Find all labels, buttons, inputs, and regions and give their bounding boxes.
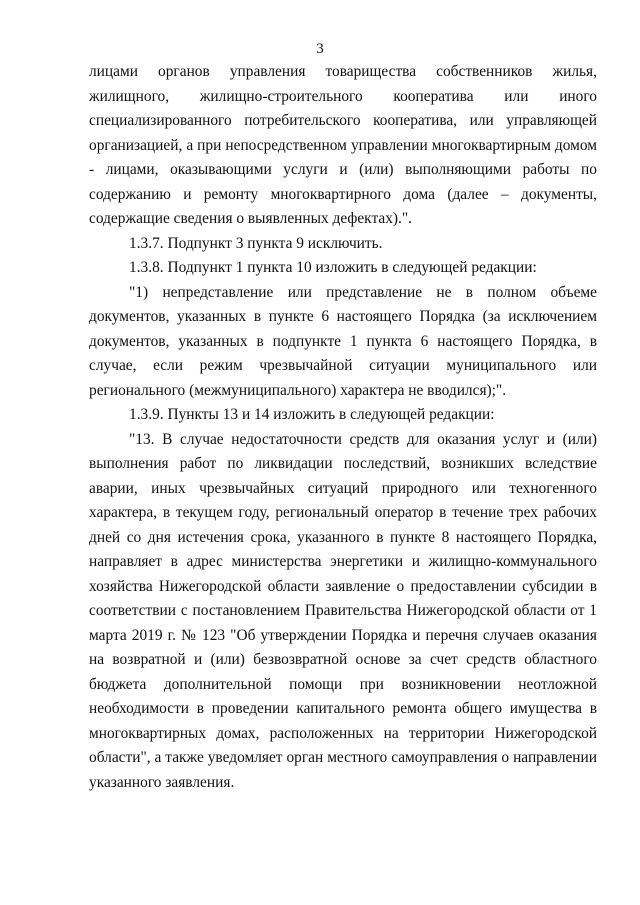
paragraph-continuation: лицами органов управления товарищества собственников жилья, жилищного, жилищно-строительного кооператива или иного специализированного потребительского кооператива, или управляющей организацией, а при непосредственном управлении многоквартирным домом - лицами, оказывающими услуги и (или) выполняющими работы по содержанию и ремонту многоквартирного дома (далее – документы, содержащие сведения о выявленных дефектах).". <box>89 63 597 227</box>
paragraph-quote-subpoint-1: "1) непредставление или представление не в полном объеме документов, указанных в пункте 6 настоящего Порядка (за исключением документов, указанных в подпункте 1 пункта 6 настоящего Порядка, в случае, если режим чрезвычайной ситуации муниципального или регионального (межмуниципального) характера не вводился);". <box>89 283 597 399</box>
paragraph-item-1-3-7: 1.3.7. Подпункт 3 пункта 9 исключить. <box>129 234 383 252</box>
paragraph-item-1-3-8: 1.3.8. Подпункт 1 пункта 10 изложить в следующей редакции: <box>129 259 537 276</box>
paragraph-item-1-3-9: 1.3.9. Пункты 13 и 14 изложить в следующей редакции: <box>129 406 495 423</box>
paragraph-quote-point-13: "13. В случае недостаточности средств для оказания услуг и (или) выполнения работ по ликвидации последствий, возникших вследствие аварии, иных чрезвычайных ситуаций природного или техногенного характера, в текущем году, региональный оператор в течение трех рабочих дней со дня истечения срока, указанного в пункте 8 настоящего Порядка, направляет в адрес министерства энергетики и жилищно-коммунального хозяйства Нижегородской области заявление о предоставлении субсидии в соответствии с постановлением Правительства Нижегородской области от 1 марта 2019 г. № 123 "Об утверждении Порядка и перечня случаев оказания на возвратной и (или) безвозвратной основе за счет средств областного бюджета дополнительной помощи при возникновении неотложной необходимости в проведении капитального ремонта общего имущества в многоквартирных домах, расположенных на территории Нижегородской области", а также уведомляет орган местного самоуправления о направлении указанного заявления. <box>89 430 597 791</box>
page-number: 3 <box>316 41 324 57</box>
document-body <box>89 60 597 795</box>
